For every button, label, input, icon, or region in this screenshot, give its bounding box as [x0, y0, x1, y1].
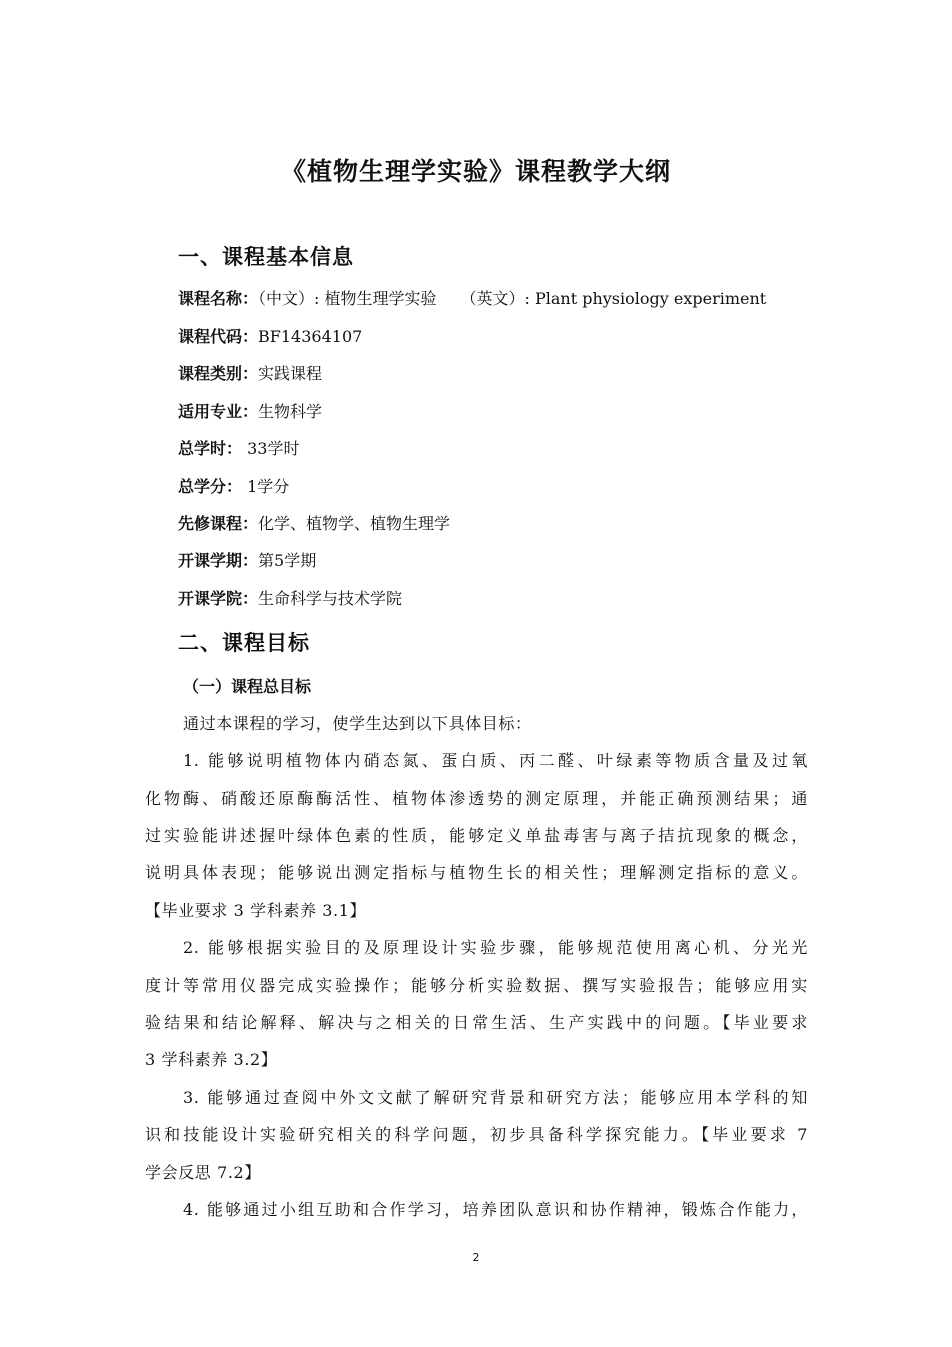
paragraph-intro: 通过本课程的学习，使学生达到以下具体目标：: [183, 714, 532, 733]
section-heading-objectives: 二、课程目标: [178, 631, 310, 655]
paragraph-line: 2. 能够根据实验目的及原理设计实验步骤，能够规范使用离心机、分光光: [183, 938, 808, 957]
field-value: 33学时: [242, 439, 300, 458]
field-label: 先修课程：: [178, 514, 259, 533]
paragraph-line: 化物酶、硝酸还原酶酶活性、植物体渗透势的测定原理，并能正确预测结果；通: [145, 789, 808, 808]
field-label: 课程类别：: [178, 364, 259, 383]
paragraph-line: 验结果和结论解释、解决与之相关的日常生活、生产实践中的问题。【毕业要求: [145, 1013, 808, 1032]
field-course-name: [178, 286, 766, 309]
field-value: 化学、植物学、植物生理学: [258, 514, 451, 533]
paragraph-line: 【毕业要求 3 学科素养 3.1】: [145, 901, 367, 920]
paragraph-line: 学会反思 7.2】: [145, 1163, 261, 1182]
field-label: 开课学院：: [178, 589, 259, 608]
field-course-type: [178, 361, 322, 384]
field-value: BF14364107: [258, 327, 363, 346]
paragraph-line: 3. 能够通过查阅中外文文献了解研究背景和研究方法；能够应用本学科的知: [183, 1088, 808, 1107]
field-label: 课程名称：: [178, 289, 259, 308]
document-title: 《植物生理学实验》课程教学大纲: [280, 157, 671, 186]
field-value: 第5学期: [258, 551, 317, 570]
field-value: 实践课程: [258, 364, 323, 383]
section-heading-basic-info: 一、课程基本信息: [178, 245, 354, 269]
field-course-code: [178, 324, 362, 347]
field-value: 生物科学: [258, 402, 323, 421]
field-label: 总学时：: [178, 439, 243, 458]
field-value: （中文）: 植物生理学实验 （英文）: Plant physiology experiment: [258, 289, 767, 308]
field-total-credits: [178, 474, 289, 497]
paragraph-line: 识和技能设计实验研究相关的科学问题，初步具备科学探究能力。【毕业要求 7: [145, 1125, 808, 1144]
field-value: 1学分: [242, 477, 290, 496]
field-label: 开课学期：: [178, 551, 259, 570]
paragraph-line: 3 学科素养 3.2】: [145, 1050, 278, 1069]
field-semester: [178, 548, 316, 571]
page-number: 2: [472, 1251, 480, 1264]
paragraph-line: 过实验能讲述握叶绿体色素的性质，能够定义单盐毒害与离子拮抗现象的概念，: [145, 826, 808, 845]
paragraph-line: 度计等常用仪器完成实验操作；能够分析实验数据、撰写实验报告；能够应用实: [145, 976, 808, 995]
paragraph-line: 说明具体表现；能够说出测定指标与植物生长的相关性；理解测定指标的意义。: [145, 863, 808, 882]
field-total-hours: [178, 436, 299, 459]
field-college: [178, 586, 402, 609]
field-label: 适用专业：: [178, 402, 259, 421]
subsection-heading-overall-objectives: （一）课程总目标: [183, 677, 312, 696]
paragraph-line: 4. 能够通过小组互助和合作学习，培养团队意识和协作精神，锻炼合作能力，: [183, 1200, 808, 1219]
field-label: 总学分：: [178, 477, 243, 496]
field-prerequisites: [178, 511, 450, 534]
field-label: 课程代码：: [178, 327, 259, 346]
field-value: 生命科学与技术学院: [258, 589, 403, 608]
paragraph-line: 1. 能够说明植物体内硝态氮、蛋白质、丙二醛、叶绿素等物质含量及过氧: [183, 751, 808, 770]
field-major: [178, 399, 322, 422]
